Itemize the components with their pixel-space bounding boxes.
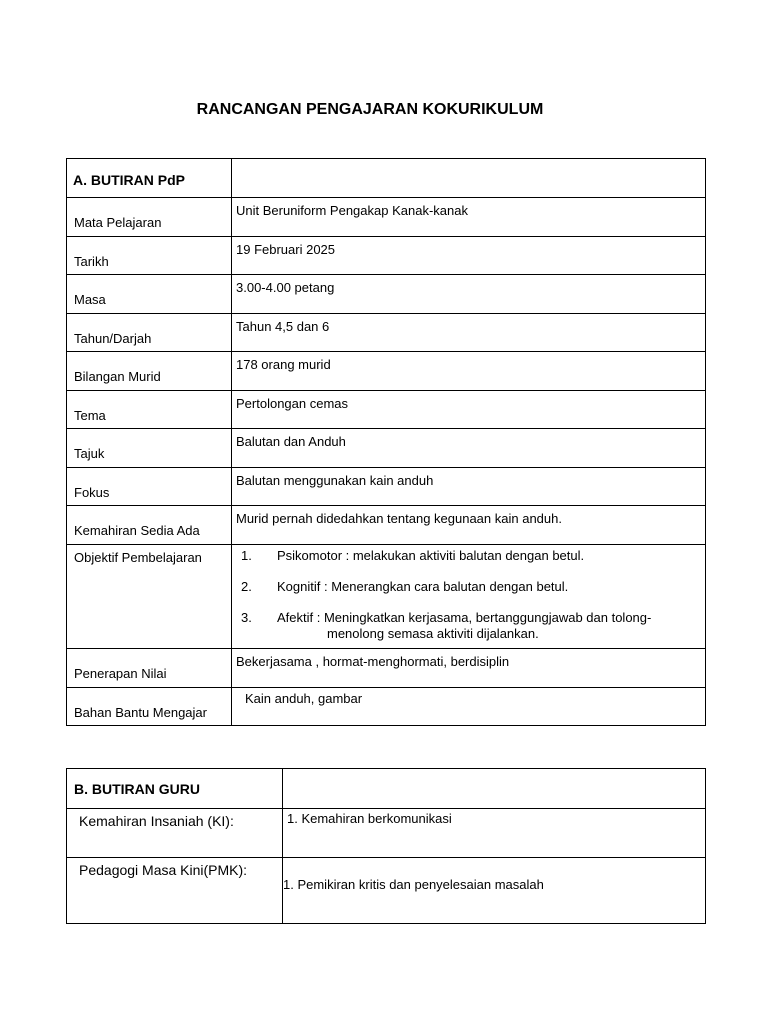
list-number: 2.	[241, 579, 252, 594]
row-value: 19 Februari 2025	[236, 242, 336, 257]
row-value: Pertolongan cemas	[236, 396, 349, 411]
page-title: RANCANGAN PENGAJARAN KOKURIKULUM	[196, 101, 544, 118]
row-label: Tarikh	[74, 254, 109, 269]
list-item	[232, 579, 705, 595]
list-item	[232, 548, 705, 564]
table-row	[67, 688, 706, 726]
row-value: Murid pernah didedahkan tentang kegunaan kain anduh.	[236, 511, 562, 526]
table-header-row	[67, 769, 706, 809]
row-label: Masa	[74, 292, 106, 307]
butiran-pdp-table	[66, 158, 706, 726]
table-row	[67, 468, 706, 506]
table-row	[67, 506, 706, 545]
row-label: Mata Pelajaran	[74, 215, 162, 230]
row-label: Bahan Bantu Mengajar	[74, 705, 207, 720]
row-value: Bekerjasama , hormat-menghormati, berdisiplin	[236, 654, 510, 669]
row-label: Kemahiran Insaniah (KI):	[79, 813, 234, 829]
list-number: 3.	[241, 610, 252, 625]
list-text-continuation: menolong semasa aktiviti dijalankan.	[327, 626, 539, 641]
table-row	[67, 237, 706, 275]
table-header-row	[67, 159, 706, 198]
row-value: 3.00-4.00 petang	[236, 280, 335, 295]
list-text: Psikomotor : melakukan aktiviti balutan dengan betul.	[277, 548, 585, 563]
list-item	[232, 610, 705, 642]
row-value: 1. Kemahiran berkomunikasi	[287, 811, 452, 826]
table-row	[67, 314, 706, 352]
table-row	[67, 391, 706, 429]
row-value: Tahun 4,5 dan 6	[236, 319, 330, 334]
row-value: Balutan menggunakan kain anduh	[236, 473, 434, 488]
table-row	[67, 275, 706, 314]
objektif-list	[232, 545, 705, 642]
table-row	[67, 649, 706, 688]
table-row	[67, 809, 706, 858]
row-label: Kemahiran Sedia Ada	[74, 523, 200, 538]
row-label: Pedagogi Masa Kini(PMK):	[79, 862, 248, 878]
row-value: Kain anduh, gambar	[245, 691, 363, 706]
objektif-row	[67, 545, 706, 649]
row-value: Balutan dan Anduh	[236, 434, 346, 449]
empty-cell	[283, 769, 706, 809]
butiran-guru-table	[66, 768, 706, 924]
table-row	[67, 198, 706, 237]
list-text: Afektif : Meningkatkan kerjasama, bertanggungjawab dan tolong-	[277, 610, 652, 625]
section-a-heading: A. BUTIRAN PdP	[67, 159, 232, 198]
list-number: 1.	[241, 548, 252, 563]
empty-cell	[232, 159, 706, 198]
row-label: Objektif Pembelajaran	[74, 550, 202, 565]
row-label: Fokus	[74, 485, 110, 500]
row-label: Tajuk	[74, 446, 105, 461]
section-b-heading: B. BUTIRAN GURU	[67, 769, 283, 809]
table-row	[67, 858, 706, 924]
row-value: 178 orang murid	[236, 357, 331, 372]
row-value: 1. Pemikiran kritis dan penyelesaian masalah	[283, 877, 544, 892]
row-label: Bilangan Murid	[74, 369, 161, 384]
row-label: Penerapan Nilai	[74, 666, 167, 681]
table-row	[67, 352, 706, 391]
table-row	[67, 429, 706, 468]
row-label: Tahun/Darjah	[74, 331, 152, 346]
list-text: Kognitif : Menerangkan cara balutan dengan betul.	[277, 579, 569, 594]
row-value: Unit Beruniform Pengakap Kanak-kanak	[236, 203, 468, 218]
row-label: Tema	[74, 408, 106, 423]
